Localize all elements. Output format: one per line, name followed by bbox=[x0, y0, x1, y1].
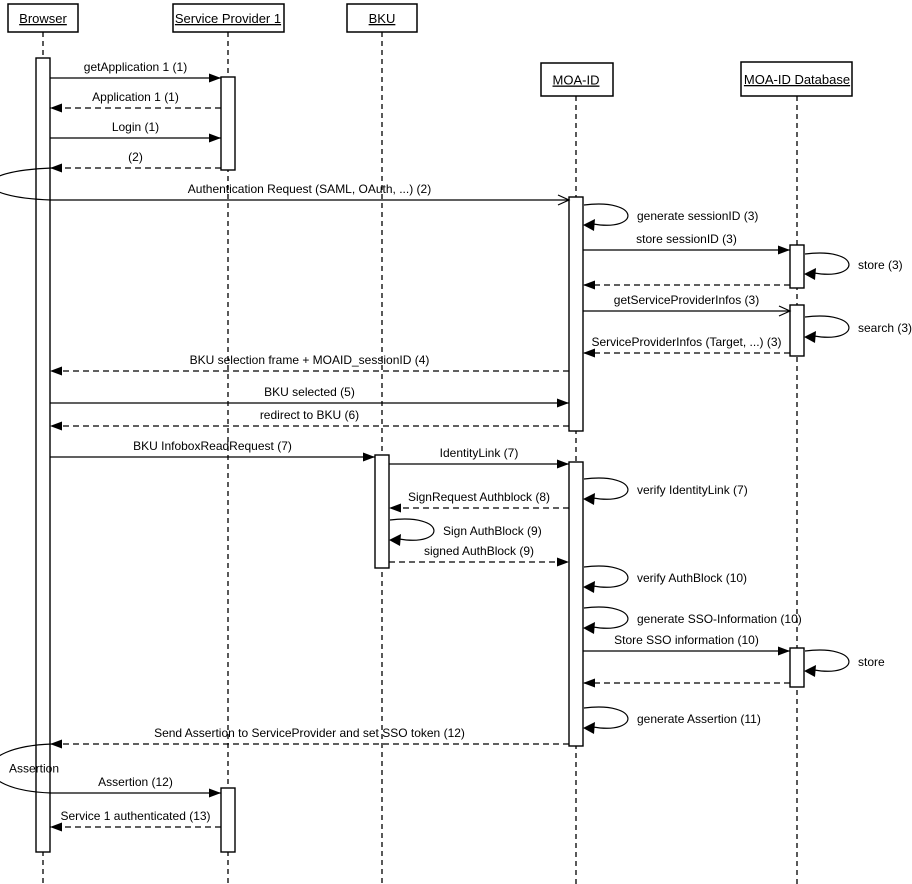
actor-label-browser: Browser bbox=[19, 11, 67, 26]
message-label: Store SSO information (10) bbox=[614, 633, 759, 647]
actor-label-moaid: MOA-ID bbox=[552, 72, 600, 88]
self-message-arrowhead bbox=[583, 219, 595, 231]
message-arrowhead bbox=[363, 453, 375, 462]
self-message-label: generate sessionID (3) bbox=[637, 209, 759, 223]
message-label: IdentityLink (7) bbox=[439, 446, 519, 460]
self-message-label: generate Assertion (11) bbox=[637, 712, 761, 726]
message-arrowhead bbox=[557, 558, 569, 567]
self-message-label: store bbox=[858, 655, 885, 669]
message-arrowhead bbox=[50, 104, 62, 113]
activation-bar-sp1 bbox=[221, 77, 235, 170]
message-label: BKU selected (5) bbox=[264, 385, 355, 399]
activation-bar-moaid bbox=[569, 462, 583, 746]
self-message-arrowhead bbox=[583, 622, 595, 634]
message-arrowhead bbox=[50, 164, 62, 173]
message-label: getApplication 1 (1) bbox=[83, 60, 188, 74]
message-arrowhead bbox=[209, 789, 221, 798]
activation-bar-db bbox=[790, 245, 804, 288]
message-arrowhead bbox=[50, 740, 62, 749]
self-message-arrowhead bbox=[583, 493, 595, 505]
message-arrowhead bbox=[50, 422, 62, 431]
message-label: Assertion (12) bbox=[98, 775, 173, 789]
self-message-arrowhead bbox=[389, 534, 401, 546]
self-message-arrowhead bbox=[804, 268, 816, 280]
self-message-arrowhead bbox=[804, 665, 816, 677]
activation-bar-moaid bbox=[569, 197, 583, 431]
self-message-label: verify AuthBlock (10) bbox=[637, 571, 748, 585]
message-label: BKU selection frame + MOAID_sessionID (4) bbox=[189, 353, 430, 367]
message-arrowhead bbox=[209, 74, 221, 83]
self-message-arrowhead bbox=[583, 581, 595, 593]
message-label: Service 1 authenticated (13) bbox=[60, 809, 211, 823]
self-message-label: verify IdentityLink (7) bbox=[637, 483, 748, 497]
message-arrowhead bbox=[778, 647, 790, 656]
message-arrowhead bbox=[583, 349, 595, 358]
activation-bar-bku bbox=[375, 455, 389, 568]
message-label: Authentication Request (SAML, OAuth, ...) (2) bbox=[187, 182, 432, 196]
message-arrowhead bbox=[50, 823, 62, 832]
self-message-label: Sign AuthBlock (9) bbox=[443, 524, 542, 538]
message-label: signed AuthBlock (9) bbox=[423, 544, 535, 558]
message-arrowhead bbox=[557, 460, 569, 469]
message-arrowhead bbox=[50, 367, 62, 376]
self-message-arrowhead bbox=[804, 331, 816, 343]
redirect-arc-label: Assertion bbox=[9, 761, 60, 776]
actor-label-sp1: Service Provider 1 bbox=[174, 11, 282, 26]
message-arrowhead bbox=[583, 679, 595, 688]
message-arrowhead bbox=[209, 134, 221, 143]
message-arrowhead bbox=[389, 504, 401, 513]
message-label: (2) bbox=[128, 150, 143, 164]
self-message-label: generate SSO-Information (10) bbox=[637, 612, 802, 626]
message-label: store sessionID (3) bbox=[636, 232, 737, 246]
activation-bar-db bbox=[790, 305, 804, 356]
message-arrowhead bbox=[778, 246, 790, 255]
message-label: Login (1) bbox=[111, 120, 160, 134]
actor-label-bku: BKU bbox=[368, 11, 396, 26]
message-label: Send Assertion to ServiceProvider and set SSO token (12) bbox=[154, 726, 465, 740]
message-label: SignRequest Authblock (8) bbox=[407, 490, 551, 504]
self-message-arrowhead bbox=[583, 722, 595, 734]
message-arrowhead bbox=[583, 281, 595, 290]
activation-bar-browser bbox=[36, 58, 50, 852]
self-message-label: store (3) bbox=[858, 258, 903, 272]
activation-bar-sp1 bbox=[221, 788, 235, 852]
message-label: getServiceProviderInfos (3) bbox=[613, 293, 760, 307]
message-label: BKU InfoboxReadRequest (7) bbox=[133, 439, 292, 453]
self-message-label: search (3) bbox=[858, 321, 912, 335]
actor-label-db: MOA-ID Database bbox=[743, 72, 851, 87]
activation-bar-db bbox=[790, 648, 804, 687]
message-label: redirect to BKU (6) bbox=[259, 408, 360, 422]
message-label: Application 1 (1) bbox=[92, 90, 179, 104]
message-label: ServiceProviderInfos (Target, ...) (3) bbox=[591, 335, 782, 349]
message-arrowhead bbox=[557, 399, 569, 408]
